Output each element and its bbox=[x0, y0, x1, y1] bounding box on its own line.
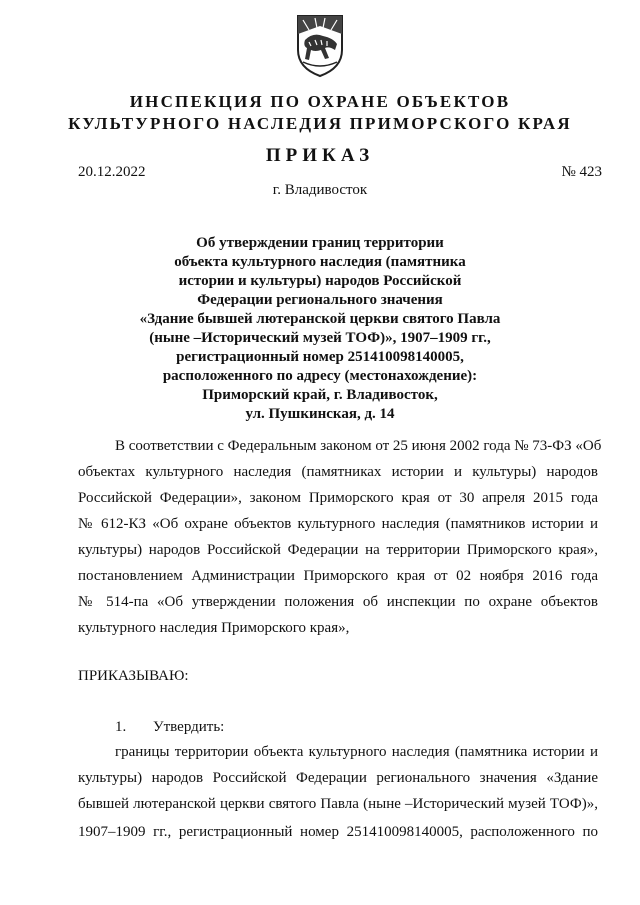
preamble-line: объектах культурного наследия (памятниках истории и культуры) народов bbox=[78, 464, 598, 480]
document-number: № 423 bbox=[561, 164, 602, 180]
organization-name-line2: КУЛЬТУРНОГО НАСЛЕДИЯ ПРИМОРСКОГО КРАЯ bbox=[68, 114, 572, 133]
title-line: Об утверждении границ территории bbox=[196, 235, 444, 251]
title-line: «Здание бывшей лютеранской церкви святого Павла bbox=[139, 311, 501, 327]
preamble-line: культуры) народов Российской Федерации на территории Приморского края», bbox=[78, 542, 598, 558]
document-city: г. Владивосток bbox=[272, 182, 368, 198]
organization-name-line1: ИНСПЕКЦИЯ ПО ОХРАНЕ ОБЪЕКТОВ bbox=[129, 92, 511, 111]
order-item-number: 1. bbox=[115, 719, 127, 735]
preamble-line: культурного наследия Приморского края», bbox=[78, 620, 350, 636]
item-body-line: 1907–1909 гг., регистрационный номер 251410098140005, расположенного по bbox=[78, 824, 598, 840]
title-line: Федерации регионального значения bbox=[197, 292, 443, 308]
title-line: регистрационный номер 251410098140005, bbox=[176, 349, 464, 365]
preamble-line: № 612-КЗ «Об охране объектов культурного наследия (памятников истории и bbox=[78, 516, 598, 532]
orders-heading: ПРИКАЗЫВАЮ: bbox=[78, 668, 189, 684]
title-line: Приморский край, г. Владивосток, bbox=[202, 387, 438, 403]
preamble-line: В соответствии с Федеральным законом от 25 июня 2002 года № 73-ФЗ «Об bbox=[115, 438, 602, 454]
document-title bbox=[100, 234, 540, 424]
document-type: ПРИКАЗ bbox=[265, 145, 375, 166]
order-item-1 bbox=[115, 719, 224, 736]
title-line: ул. Пушкинская, д. 14 bbox=[245, 406, 395, 422]
title-line: расположенного по адресу (местонахождение): bbox=[162, 368, 478, 384]
coat-of-arms-icon bbox=[295, 12, 345, 78]
item-body-line: культуры) народов Российской Федерации регионального значения «Здание bbox=[78, 770, 598, 786]
title-line: истории и культуры) народов Российской bbox=[178, 273, 462, 289]
preamble-line: № 514-па «Об утверждении положения об инспекции по охране объектов bbox=[78, 594, 598, 610]
preamble-line: Российской Федерации», законом Приморского края от 30 апреля 2015 года bbox=[78, 490, 598, 506]
preamble-line: постановлением Администрации Приморского края от 02 ноября 2016 года bbox=[78, 568, 598, 584]
item-body-line: границы территории объекта культурного наследия (памятника истории и bbox=[115, 744, 598, 760]
item-body-line: бывшей лютеранской церкви святого Павла (ныне –Исторический музей ТОФ)», bbox=[78, 796, 598, 812]
order-item-text: Утвердить: bbox=[153, 719, 225, 735]
title-line: объекта культурного наследия (памятника bbox=[174, 254, 466, 270]
title-line: (ныне –Исторический музей ТОФ)», 1907–1909 гг., bbox=[149, 330, 491, 346]
document-date: 20.12.2022 bbox=[78, 164, 146, 180]
